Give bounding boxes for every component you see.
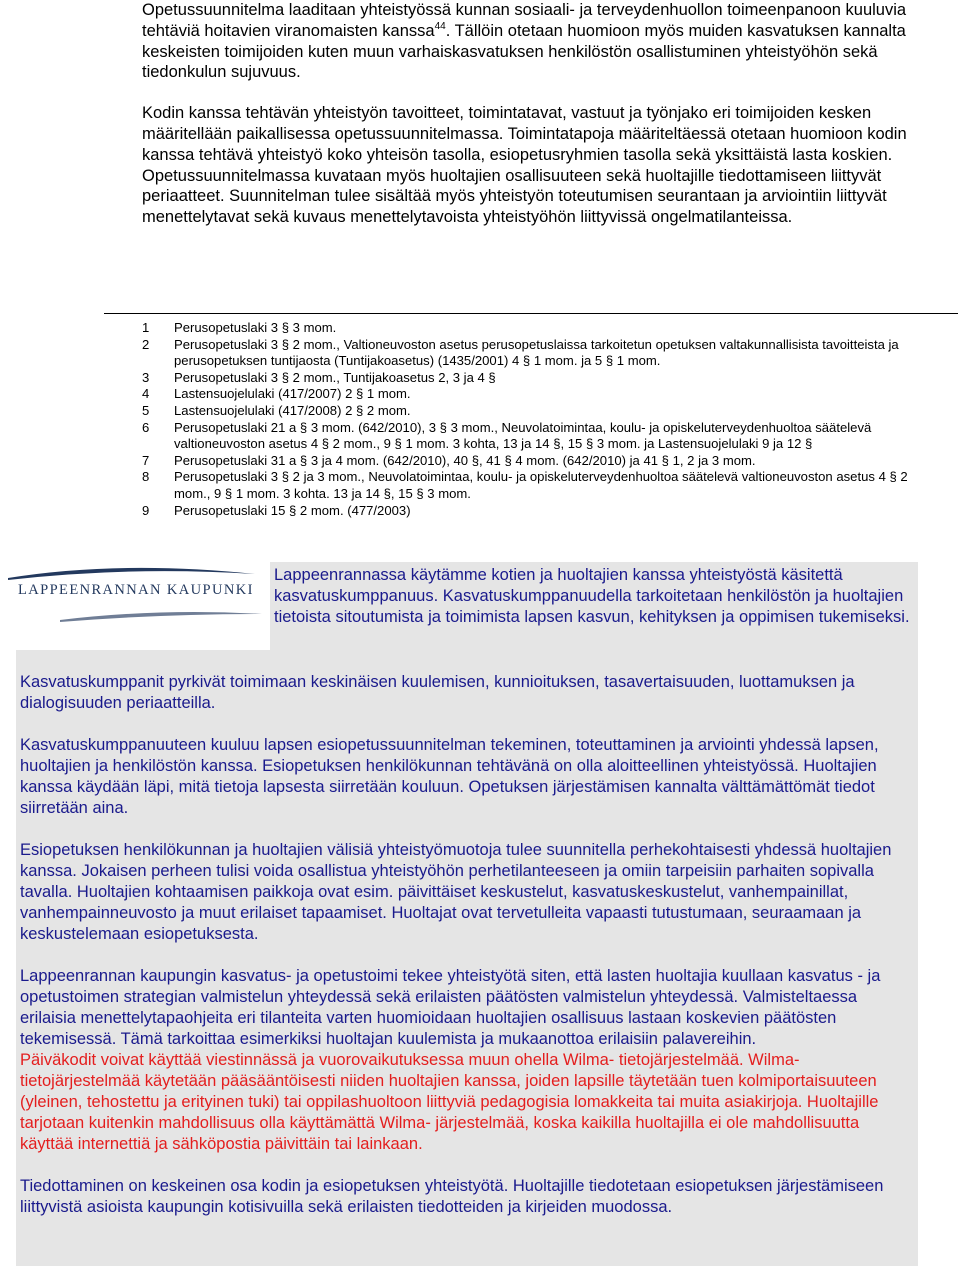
footnote-item (142, 503, 922, 520)
footnote-number: 1 (142, 320, 150, 335)
logo-text: LAPPEENRANNAN KAUPUNKI (18, 582, 254, 598)
intro-text-b: . Tällöin otetaan huomioon myös muiden kasvatuksen kannalta keskeisten toimijoiden kuten muun varhaiskasvatuksen henkilöstön osallistuminen yhteistyöhön sekä tiedonkulun sujuvuus. (142, 21, 906, 82)
footnote-number: 7 (142, 452, 150, 468)
footnote-item (142, 403, 922, 420)
footnote-text: Lastensuojelulaki (417/2008) 2 § 2 mom. (174, 402, 411, 418)
highlight-paragraph-6: Tiedottaminen on keskeinen osa kodin ja esiopetuksen yhteistyötä. Huoltajille tiedotetaan esiopetuksen järjestämiseen liittyvistä asioista kaupungin kotisivuilla sekä erilaisten tiedotteiden ja kirjeiden muodossa. (20, 1177, 884, 1216)
footnote-item (142, 420, 922, 453)
footnote-text: Perusopetuslaki 3 § 2 ja 3 mom., Neuvolatoimintaa, koulu- ja opiskeluterveydenhuoltoa säätelevä valtioneuvoston asetus 4 § 2 mom., 9 § 1 mom. 3 kohta. 13 ja 14 §, 15 § 3 mom. (174, 469, 908, 501)
intro-paragraph-1 (142, 0, 932, 83)
highlight-paragraph-wilma: Päiväkodit voivat käyttää viestinnässä ja vuorovaikutuksessa muun ohella Wilma- tietojärjestelmää. Wilma-tietojärjestelmää käytetään pääsääntöisesti niiden huoltajien kanssa, joiden lapsille täytetään tuen kolmiportaisuuteen (yleinen, tehostettu ja erityinen tuki) tai oppilashuoltoon liittyviä pedagogisia lomakkeita tai muita asiakirjoja. Huoltajille tarjotaan kuitenkin mahdollisuus olla käyttämättä Wilma- järjestelmää, koska kaikilla huoltajilla ei ole mahdollisuutta käyttää internettiä ja sähköpostia päivittäin tai lainkaan. (20, 1051, 879, 1153)
footnote-item (142, 370, 922, 387)
footnote-number: 8 (142, 469, 150, 485)
highlight-paragraph-1: Kasvatuskumppanit pyrkivät toimimaan keskinäisen kuulemisen, kunnioituksen, tasavertaisuuden, luottamuksen ja dialogisuuden periaatteilla. (20, 673, 855, 712)
highlight-paragraph-4: Lappeenrannan kaupungin kasvatus- ja opetustoimi tekee yhteistyötä siten, että lasten huoltajia kuullaan kasvatus - ja opetustoimen strategian valmistelun yhteydessä sekä erilaisten päätösten valmistelun yhteydessä. Valmisteltaessa erilaisia menettelytapaohjeita eri tilanteita varten huomioidaan huoltajien osallisuus lastaan koskevien päätösten tekemisessä. Tämä tarkoittaa esimerkiksi huoltajan kuulemista ja mukaanottoa erilaisiin palavereihin. (20, 967, 881, 1048)
footnote-number: 4 (142, 386, 150, 402)
footnote-item (142, 337, 922, 370)
footnote-divider (104, 313, 958, 314)
footnote-text: Perusopetuslaki 3 § 2 mom., Valtioneuvoston asetus perusopetuslaissa tarkoitetun opetuksen valtakunnallisista tavoitteista ja perusopetuksen tuntijaosta (Tuntijakoasetus) (1435/2001) 4 § 1 mom. ja 5 § 1 mom. (174, 336, 899, 369)
footnote-item (142, 469, 922, 502)
footnote-ref: 44 (434, 20, 446, 32)
highlight-intro: Lappeenrannassa käytämme kotien ja huoltajien kanssa yhteistyöstä käsitettä kasvatuskumppanuus. Kasvatuskumppanuudella tarkoitetaan henkilöstön ja huoltajien tietoista sitoutumista ja toimimista lapsen kasvun, kehityksen ja oppimisen tukemiseksi. (274, 566, 910, 626)
footnote-text: Perusopetuslaki 15 § 2 mom. (477/2003) (174, 502, 411, 518)
footnote-text: Perusopetuslaki 3 § 3 mom. (174, 320, 337, 335)
footnote-list (142, 320, 922, 519)
footnote-item (142, 320, 922, 337)
highlight-body (20, 672, 912, 1239)
highlight-paragraph-3: Esiopetuksen henkilökunnan ja huoltajien välisiä yhteistyömuotoja tulee suunnitella perhekohtaisesti yhdessä huoltajien kanssa. Jokaisen perheen tulisi voida osallistua yhteistyöhön perhetilanteeseen ja omiin tarpeisiin parhaiten sopivalla tavalla. Huoltajien kohtaamisen paikkoja ovat esim. päivittäiset keskustelut, kasvatuskeskustelut, vanhempainillat, vanhempainneuvosto ja muut erilaiset tapaamiset. Huoltajat ovat tervetulleita vapaasti tutustumaan, seuraamaan ja keskustelemaan esiopetuksesta. (20, 841, 892, 943)
footnote-item (142, 386, 922, 403)
highlight-paragraph-2: Kasvatuskumppanuuteen kuuluu lapsen esiopetussuunnitelman tekeminen, toteuttaminen ja arviointi yhdessä lapsen, huoltajien ja henkilöstön kanssa. Esiopetuksen henkilökunnan tehtävänä on olla aloitteellinen yhteistyössä. Huoltajien kanssa käydään läpi, mitä tietoja lapsesta siirretään kouluun. Opetuksen järjestämisen kannalta välttämättömät tiedot siirretään aina. (20, 736, 879, 817)
intro-text-a: Opetussuunnitelma laaditaan yhteistyössä kunnan sosiaali- ja terveydenhuollon toimeenpanoon kuuluvia tehtäviä hoitavien viranomaisten kanssa (142, 1, 907, 40)
footnote-text: Lastensuojelulaki (417/2007) 2 § 1 mom. (174, 386, 411, 402)
footnote-text: Perusopetuslaki 31 a § 3 ja 4 mom. (642/2010), 40 §, 41 § 4 mom. (642/2010) ja 41 § 1, 2 ja 3 mom. (174, 452, 756, 468)
footnote-text: Perusopetuslaki 21 a § 3 mom. (642/2010), 3 § 3 mom., Neuvolatoimintaa, koulu- ja opiskeluterveydenhuoltoa säätelevä valtioneuvoston asetus 4 § 2 mom., 9 § 1 mom. 3 kohta, 13 ja 14 §, 15 § 3 mom. ja Lastensuojelulaki 9 ja 12 § (174, 419, 872, 452)
intro-section (142, 0, 932, 228)
intro-paragraph-2: Kodin kanssa tehtävän yhteistyön tavoitteet, toimintatavat, vastuut ja työnjako eri toimijoiden kesken määritellään paikallisessa opetussuunnitelmassa. Toimintatapoja määriteltäessä otetaan huomioon kodin kanssa tehtävä yhteistyö koko yhteisön tasolla, esiopetusryhmien tasolla sekä yksittäistä lasta koskien. Opetussuunnitelmassa kuvataan myös huoltajien osallisuuteen sekä huoltajille tiedottamiseen liittyvät periaatteet. Suunnitelman tulee sisältää myös yhteistyön toteutumisen seurantaan ja arviointiin liittyvät menettelytavat sekä kuvaus menettelytavoista yhteistyöhön liittyvissä ongelmatilanteissa. (142, 104, 907, 227)
footnote-item (142, 453, 922, 470)
logo-swoosh-icon (0, 562, 270, 652)
footnote-number: 6 (142, 419, 150, 435)
footnote-number: 2 (142, 336, 150, 352)
city-logo (0, 562, 270, 652)
footnote-number: 5 (142, 402, 150, 418)
footnote-number: 9 (142, 502, 150, 518)
footnote-text: Perusopetuslaki 3 § 2 mom., Tuntijakoasetus 2, 3 ja 4 § (174, 369, 496, 385)
footnote-number: 3 (142, 369, 150, 385)
